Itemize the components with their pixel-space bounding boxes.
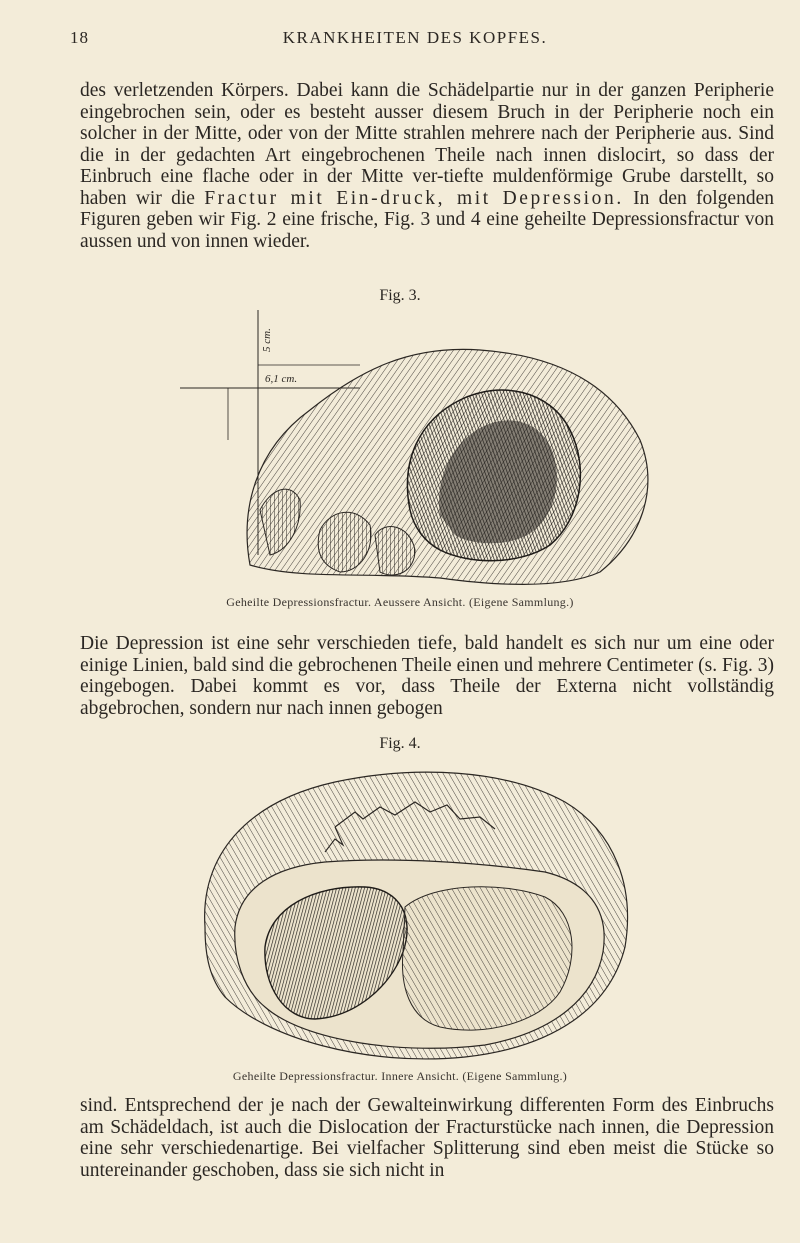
figure-4-title: Fig. 4. xyxy=(379,735,421,752)
paragraph-1-text-a: des verletzenden Körpers. Dabei kann die Schädelpartie nur in der ganzen Peripherie eingebrochen sein, oder es besteht ausser diesem Bruch in der Peripherie noch ein solcher in der Mitte, oder von der Mitte strahlen mehrere nach der Peripherie aus. Sind die in der gedachten Art eingebrochenen Theile nach innen dislocirt, so dass der Einbruch eine flache oder in der Mitte ver-tiefte muldenförmige Grube darstellt, so haben wir die xyxy=(80,80,774,209)
paragraph-3 xyxy=(80,1095,774,1181)
figure-3-skull-exterior-illustration xyxy=(170,310,670,592)
paragraph-1 xyxy=(80,80,774,252)
figure-3-vertical-measure: 5 cm. xyxy=(261,328,273,352)
figure-4-skull-interior-illustration xyxy=(185,757,635,1067)
page-number: 18 xyxy=(70,28,89,47)
paragraph-2-text: Die Depression ist eine sehr verschieden tiefe, bald handelt es sich nur um eine oder einige Linien, bald sind die gebrochenen Theile einen und mehrere Centimeter (s. Fig. 3) eingebogen. Dabei kommt es vor, dass Theile der Externa nicht vollständig abgebrochen, sondern nur nach innen gebogen xyxy=(80,633,774,719)
figure-3-horizontal-measure: 6,1 cm. xyxy=(265,373,298,385)
figure-3-caption: Geheilte Depressionsfractur. Aeussere Ansicht. (Eigene Sammlung.) xyxy=(226,595,574,609)
figure-3-title: Fig. 3. xyxy=(379,287,421,304)
paragraph-2 xyxy=(80,633,774,719)
spaced-emphasis: Fractur mit Ein-druck, mit Depression. xyxy=(204,187,624,209)
paragraph-3-text: sind. Entsprechend der je nach der Gewalteinwirkung differenten Form des Einbruchs am Schädeldach, ist auch die Dislocation der Fracturstücke nach innen, die Depression eine sehr verschiedenartige. Bei vielfacher Splitterung sind eben meist die Stücke so untereinander geschoben, dass sie sich nicht in xyxy=(80,1095,774,1181)
paragraph-1-text-b: In den folgenden Figuren geben wir Fig. 2 eine frische, Fig. 3 und 4 eine geheilte Depressionsfractur von aussen und von innen wieder. xyxy=(80,187,774,252)
figure-4-caption: Geheilte Depressionsfractur. Innere Ansicht. (Eigene Sammlung.) xyxy=(232,1069,568,1083)
running-title: KRANKHEITEN DES KOPFES. xyxy=(282,28,548,47)
page-header xyxy=(70,28,760,52)
